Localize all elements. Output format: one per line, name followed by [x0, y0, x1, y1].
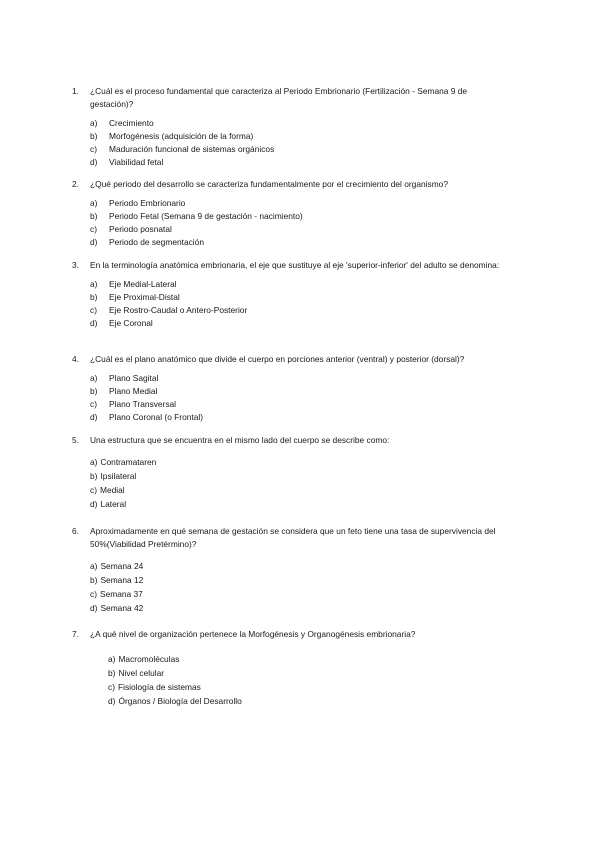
- option-text: Periodo Embrionario: [109, 198, 186, 208]
- option-text: Medial: [99, 485, 125, 495]
- option-letter: d): [90, 499, 98, 509]
- question-text: ¿Cuál es el proceso fundamental que caracteriza al Periodo Embrionario (Fertilización - Semana 9 de gestación)?: [90, 86, 468, 109]
- option-a: [90, 559, 512, 573]
- options-list: [90, 559, 512, 615]
- option-letter: b): [90, 292, 98, 302]
- option-letter: b): [90, 131, 98, 141]
- question-text: En la terminología anatómica embrionaria, el eje que sustituye al eje 'superior-inferior' del adulto se denomina:: [90, 260, 500, 270]
- question-5: [72, 434, 512, 511]
- option-text: Plano Transversal: [109, 399, 177, 409]
- question-text: Una estructura que se encuentra en el mismo lado del cuerpo se describe como:: [90, 435, 390, 445]
- option-text: Eje Proximal-Distal: [109, 292, 180, 302]
- question-text: Aproximadamente en qué semana de gestación se considera que un feto tiene una tasa de supervivencia del 50%(Viabilidad Pretérmino)?: [90, 526, 496, 549]
- option-letter: d): [90, 318, 98, 328]
- options-list: [90, 197, 512, 249]
- option-letter: d): [90, 412, 98, 422]
- option-letter: a): [90, 561, 98, 571]
- question-text: ¿Qué periodo del desarrollo se caracteriza fundamentalmente por el crecimiento del organismo?: [90, 179, 448, 189]
- question-6: [72, 525, 512, 615]
- option-text: Macromoléculas: [118, 654, 180, 664]
- option-letter: c): [90, 399, 97, 409]
- question-1: [72, 85, 512, 169]
- option-letter: d): [90, 237, 98, 247]
- question-number: 4.: [72, 354, 79, 364]
- option-letter: b): [90, 211, 98, 221]
- option-letter: a): [90, 198, 98, 208]
- option-c: [90, 587, 512, 601]
- option-text: Viabilidad fetal: [109, 157, 164, 167]
- option-letter: b): [90, 575, 98, 585]
- options-list: [108, 652, 512, 708]
- option-b: [90, 210, 512, 223]
- option-text: Semana 24: [100, 561, 144, 571]
- option-d: [90, 317, 512, 330]
- option-letter: a): [90, 373, 98, 383]
- option-text: Plano Coronal (o Frontal): [109, 412, 204, 422]
- option-letter: c): [108, 682, 115, 692]
- option-letter: b): [90, 386, 98, 396]
- option-c: [90, 483, 512, 497]
- question-number: 6.: [72, 526, 79, 536]
- option-d: [90, 497, 512, 511]
- question-text: ¿Cuál es el plano anatómico que divide el cuerpo en porciones anterior (ventral) y posterior (dorsal)?: [90, 354, 465, 364]
- option-letter: c): [90, 485, 97, 495]
- option-c: [90, 304, 512, 317]
- option-a: [90, 197, 512, 210]
- option-letter: a): [90, 279, 98, 289]
- option-letter: d): [90, 157, 98, 167]
- option-a: [90, 455, 512, 469]
- option-letter: b): [90, 471, 98, 481]
- option-d: [90, 411, 512, 424]
- question-2: [72, 178, 512, 249]
- option-letter: c): [90, 224, 97, 234]
- option-c: [108, 680, 512, 694]
- option-text: Lateral: [100, 499, 127, 509]
- option-letter: b): [108, 668, 116, 678]
- option-d: [108, 694, 512, 708]
- option-b: [108, 666, 512, 680]
- option-b: [90, 385, 512, 398]
- question-4: [72, 353, 512, 424]
- options-list: [90, 117, 512, 169]
- option-c: [90, 398, 512, 411]
- option-a: [108, 652, 512, 666]
- option-text: Semana 42: [100, 603, 144, 613]
- question-text: ¿A qué nivel de organización pertenece la Morfogénesis y Organogénesis embrionaria?: [90, 629, 416, 639]
- option-b: [90, 573, 512, 587]
- option-c: [90, 223, 512, 236]
- option-d: [90, 236, 512, 249]
- option-letter: c): [90, 589, 97, 599]
- option-text: Eje Coronal: [109, 318, 153, 328]
- option-letter: a): [108, 654, 116, 664]
- option-text: Semana 37: [99, 589, 143, 599]
- option-text: Eje Medial-Lateral: [109, 279, 177, 289]
- options-list: [90, 455, 512, 511]
- option-text: Fisiología de sistemas: [117, 682, 201, 692]
- option-c: [90, 143, 512, 156]
- option-d: [90, 601, 512, 615]
- option-a: [90, 372, 512, 385]
- option-a: [90, 278, 512, 291]
- option-text: Contramataren: [100, 457, 157, 467]
- option-text: Nivel celular: [118, 668, 165, 678]
- option-text: Periodo posnatal: [109, 224, 172, 234]
- option-b: [90, 291, 512, 304]
- option-text: Periodo Fetal (Semana 9 de gestación - nacimiento): [109, 211, 303, 221]
- option-text: Periodo de segmentación: [109, 237, 204, 247]
- question-3: [72, 259, 512, 330]
- question-7: [72, 628, 512, 708]
- option-letter: c): [90, 144, 97, 154]
- option-text: Plano Sagital: [109, 373, 159, 383]
- option-b: [90, 469, 512, 483]
- option-text: Ipsilateral: [100, 471, 137, 481]
- question-number: 5.: [72, 435, 79, 445]
- option-text: Semana 12: [100, 575, 144, 585]
- question-number: 2.: [72, 179, 79, 189]
- option-text: Morfogénesis (adquisición de la forma): [109, 131, 254, 141]
- option-letter: a): [90, 118, 98, 128]
- question-number: 7.: [72, 629, 79, 639]
- option-letter: a): [90, 457, 98, 467]
- option-letter: d): [108, 696, 116, 706]
- options-list: [90, 278, 512, 330]
- option-text: Plano Medial: [109, 386, 158, 396]
- option-text: Crecimiento: [109, 118, 154, 128]
- question-number: 1.: [72, 86, 79, 96]
- options-list: [90, 372, 512, 424]
- option-b: [90, 130, 512, 143]
- option-text: Órganos / Biología del Desarrollo: [118, 696, 242, 706]
- option-letter: c): [90, 305, 97, 315]
- question-number: 3.: [72, 260, 79, 270]
- option-letter: d): [90, 603, 98, 613]
- option-d: [90, 156, 512, 169]
- option-text: Maduración funcional de sistemas orgánicos: [109, 144, 275, 154]
- option-text: Eje Rostro-Caudal o Antero-Posterior: [109, 305, 248, 315]
- option-a: [90, 117, 512, 130]
